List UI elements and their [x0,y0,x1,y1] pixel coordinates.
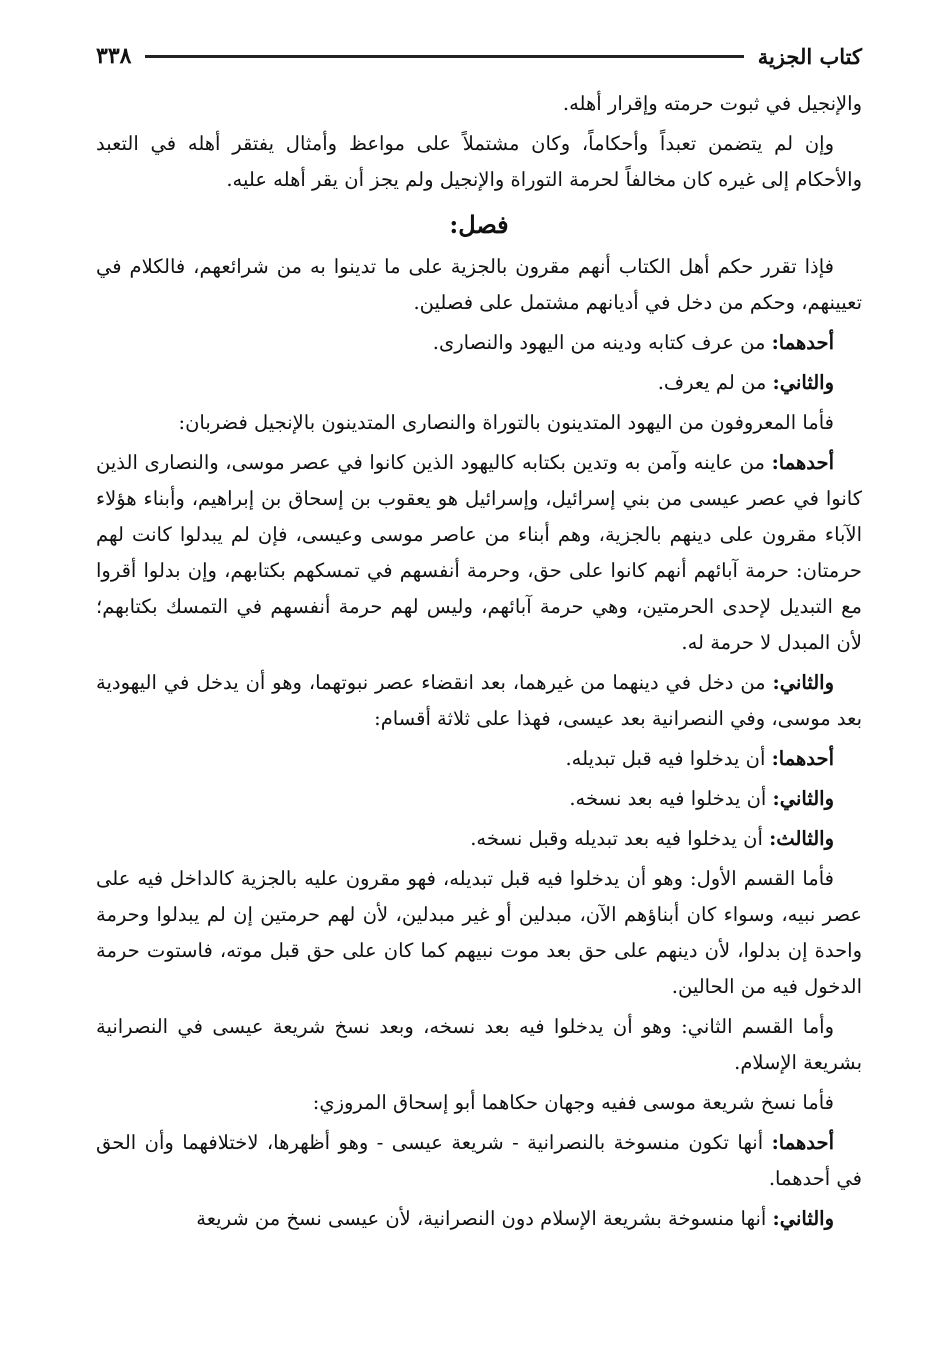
paragraph-text: وإن لم يتضمن تعبداً وأحكاماً، وكان مشتملاً على مواعظ وأمثال يفتقر أهله في التعبد والأحكام إلى غيره كان مخالفاً لحرمة التوراة والإنجيل ولم يجز أن يقر أهله عليه. [96,132,862,191]
paragraph [96,1085,862,1121]
paragraph-text: وأما القسم الثاني: وهو أن يدخلوا فيه بعد نسخه، وبعد نسخ شريعة عيسى في النصرانية بشريعة الإسلام. [96,1015,862,1074]
paragraph-text: أنها منسوخة بشريعة الإسلام دون النصرانية، لأن عيسى نسخ من شريعة [196,1207,773,1230]
running-title: كتاب الجزية [757,43,862,69]
section-heading: فصل: [449,210,509,239]
page-body [96,86,862,1237]
paragraph-text: أنها تكون منسوخة بالنصرانية - شريعة عيسى - وهو أظهرها، لاختلافهما وأن الحق في أحدهما. [96,1131,862,1190]
paragraph-text: أن يدخلوا فيه بعد تبديله وقبل نسخه. [470,827,770,850]
enumerated-paragraph [96,781,862,817]
enumerated-paragraph [96,365,862,401]
paragraph-label: والثالث: [769,827,834,850]
paragraph-text: أن يدخلوا فيه بعد نسخه. [569,787,773,810]
paragraph [96,86,862,122]
enumerated-paragraph [96,665,862,737]
paragraph-label: والثاني: [772,671,834,694]
enumerated-paragraph [96,1201,862,1237]
paragraph-label: والثاني: [772,787,834,810]
enumerated-paragraph [96,1125,862,1197]
page-number: ٣٣٨ [96,43,132,69]
paragraph-label: أحدهما: [771,331,834,354]
paragraph-text: من عرف كتابه ودينه من اليهود والنصارى. [432,331,772,354]
enumerated-paragraph [96,445,862,661]
paragraph [96,405,862,441]
paragraph-label: أحدهما: [771,451,834,474]
paragraph [96,126,862,198]
paragraph-text: أن يدخلوا فيه قبل تبديله. [565,747,772,770]
paragraph [96,249,862,321]
running-header [96,36,862,76]
header-rule [145,55,743,58]
enumerated-paragraph [96,741,862,777]
paragraph-label: والثاني: [772,1207,834,1230]
paragraph [96,861,862,1005]
paragraph-label: أحدهما: [771,747,834,770]
enumerated-paragraph [96,325,862,361]
paragraph-text: من عاينه وآمن به وتدين بكتابه كاليهود الذين كانوا في عصر موسى، والنصارى الذين كانوا في عصر عيسى من بني إسرائيل، وإسرائيل هو يعقوب بن إسحاق بن إبراهيم، وأبناء هؤلاء الآباء مقرون على دينهم بالجزية، وهم أبناء من عاصر موسى وعيسى، فإن لم يبدلوا كانت لهم حرمتان: حرمة آبائهم أنهم كانوا على حق، وحرمة أنفسهم في تمسكهم بكتابهم، وإن بدلوا أقروا مع التبديل لإحدى الحرمتين، وهي حرمة آبائهم، وليس لهم حرمة أنفسهم في التمسك بكتابهم؛ لأن المبدل لا حرمة له. [96,451,862,654]
enumerated-paragraph [96,821,862,857]
paragraph-text: فأما المعروفون من اليهود المتدينون بالتوراة والنصارى المتدينون بالإنجيل فضربان: [178,411,834,434]
paragraph-text: من دخل في دينهما من غيرهما، بعد انقضاء عصر نبوتهما، وهو أن يدخل في اليهودية بعد موسى، وفي النصرانية بعد عيسى، فهذا على ثلاثة أقسام: [96,671,862,730]
paragraph-label: أحدهما: [771,1131,834,1154]
paragraph-text: والإنجيل في ثبوت حرمته وإقرار أهله. [562,92,862,115]
paragraph-label: والثاني: [772,371,834,394]
paragraph-text: من لم يعرف. [657,371,773,394]
paragraph-text: فأما نسخ شريعة موسى ففيه وجهان حكاهما أبو إسحاق المروزي: [312,1091,834,1114]
paragraph [96,1009,862,1081]
paragraph-text: فإذا تقرر حكم أهل الكتاب أنهم مقرون بالجزية على ما تدينوا به من شرائعهم، فالكلام في تعيينهم، وحكم من دخل في أديانهم مشتمل على فصلين. [96,255,862,314]
paragraph-text: فأما القسم الأول: وهو أن يدخلوا فيه قبل تبديله، فهو مقرون عليه بالجزية كالداخل فيه على عصر نبيه، وسواء كان أبناؤهم الآن، مبدلين أو غير مبدلين، لأن لهم حرمتين إن لم يبدلوا وحرمة واحدة إن بدلوا، لأن دينهم على حق بعد موت نبيهم كما كان على حق قبل موته، فاستوت حرمة الدخول فيه من الحالين. [96,867,862,998]
